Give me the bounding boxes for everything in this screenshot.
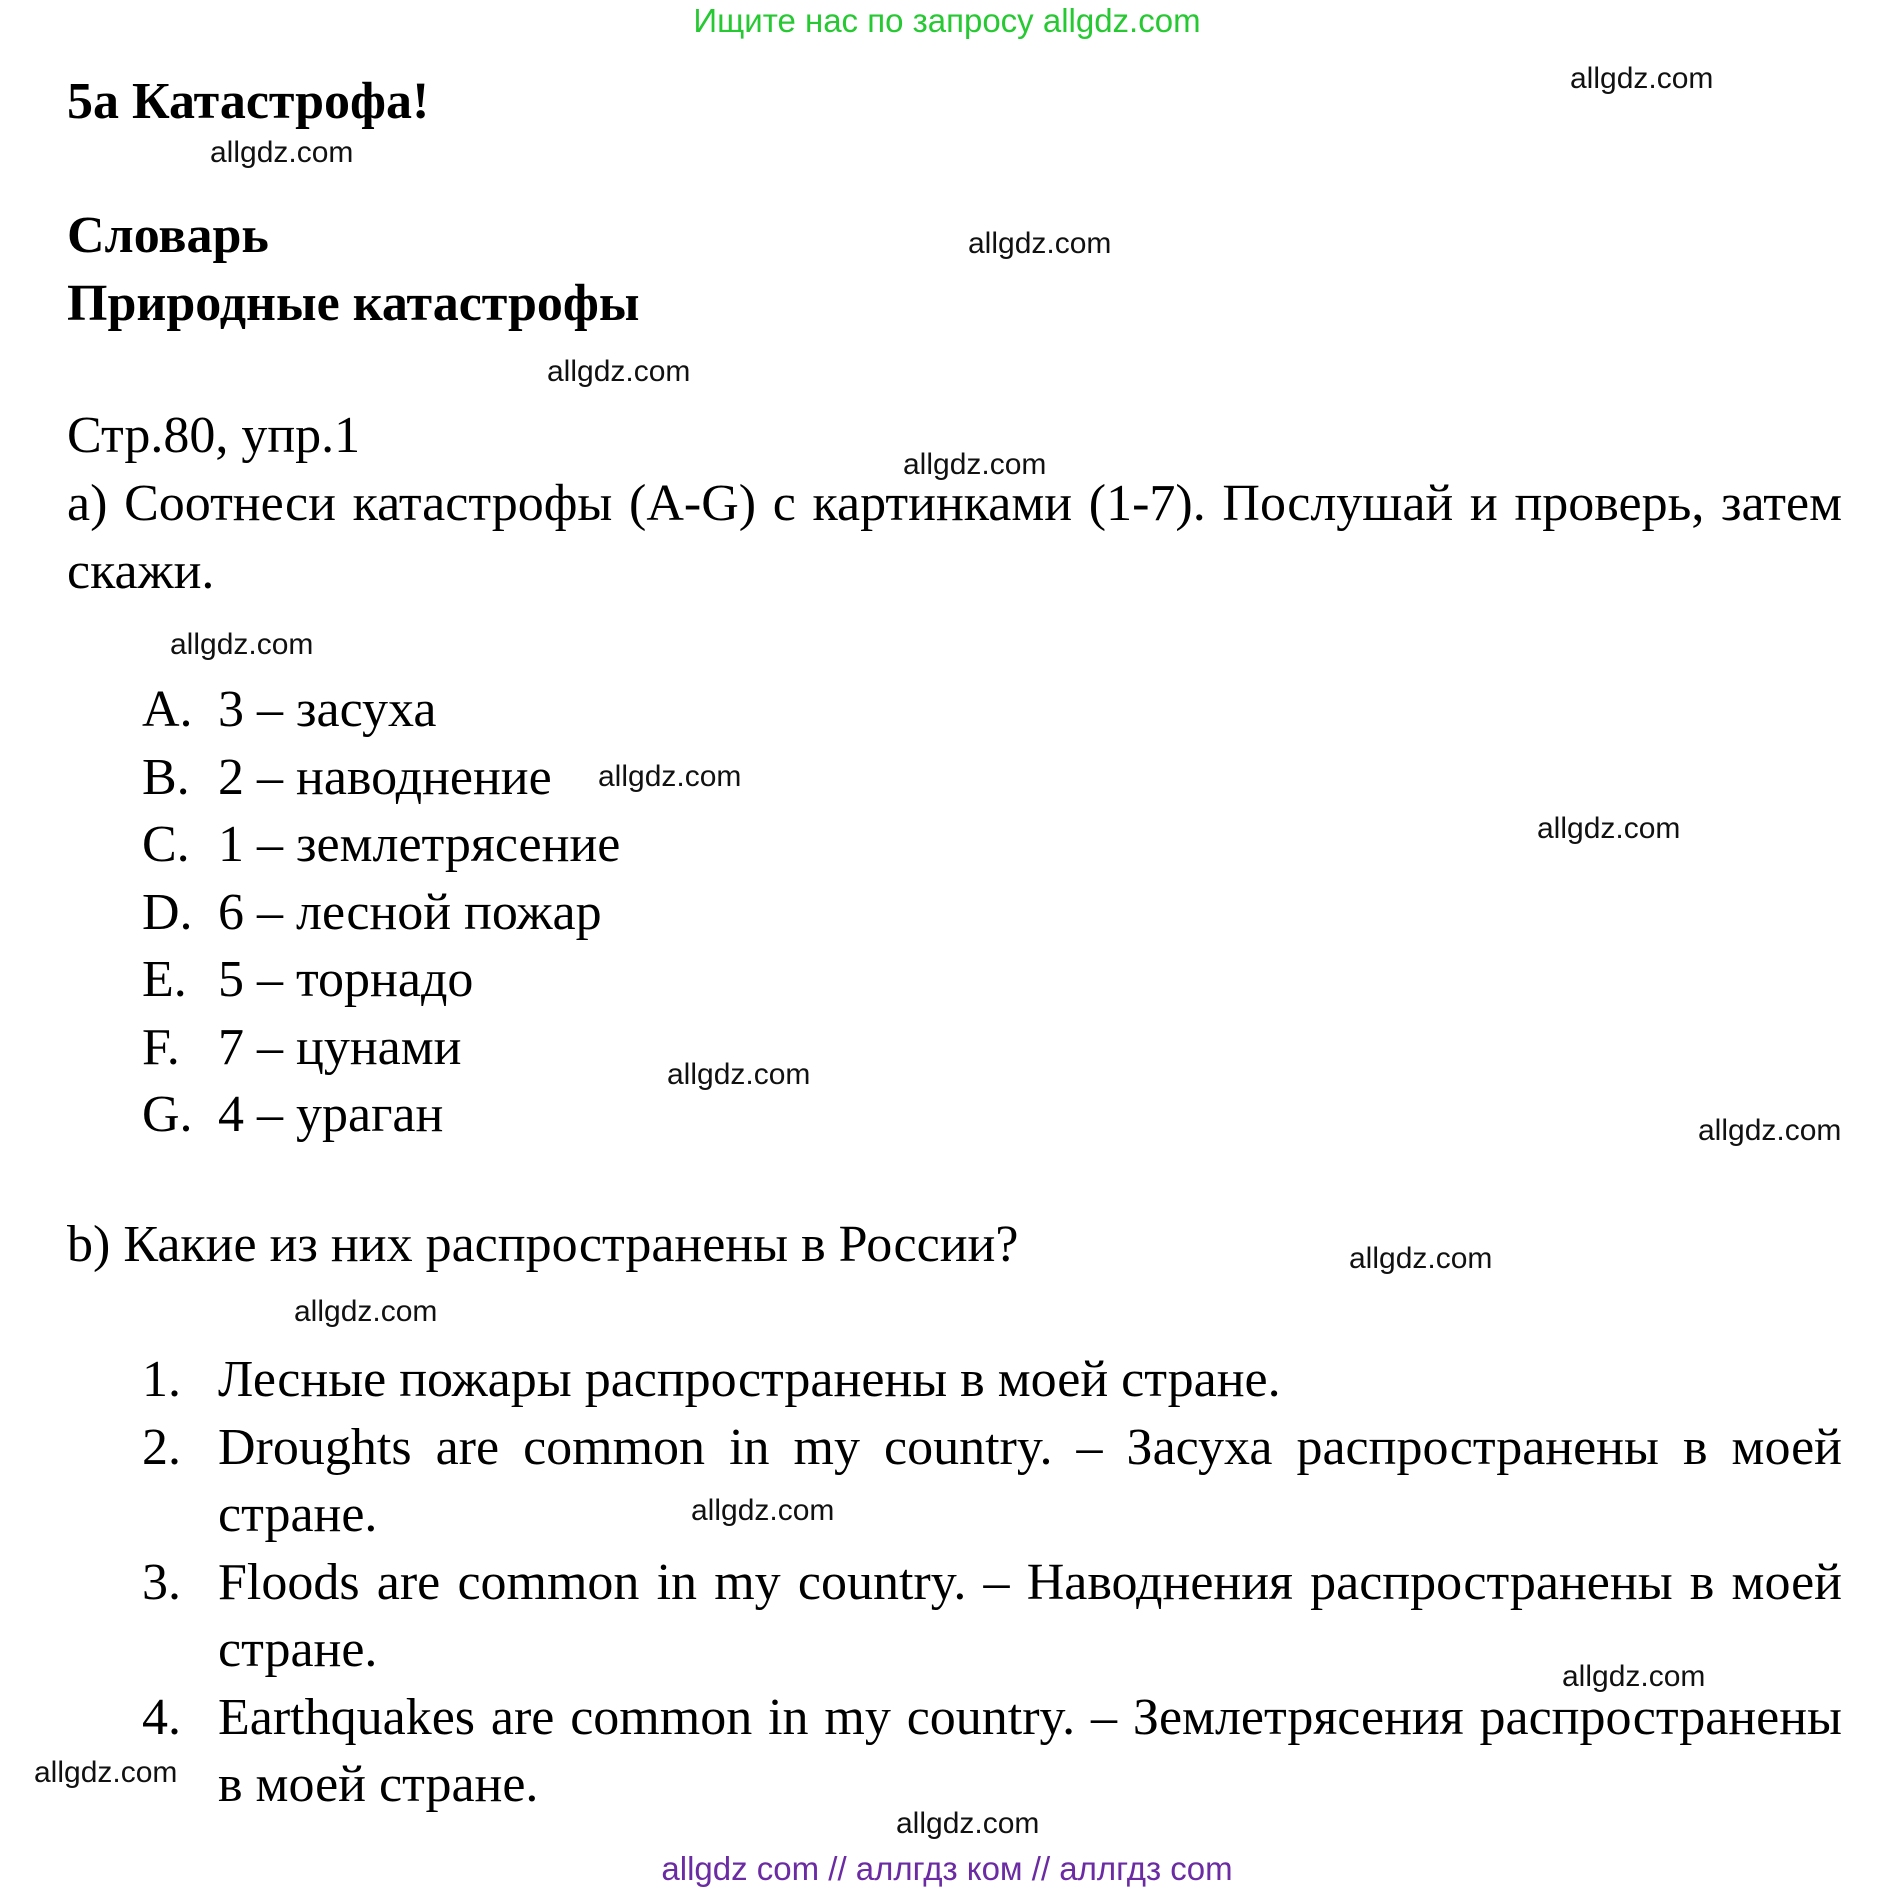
answers-a-list: [142, 676, 620, 1149]
item-number: 2.: [142, 1418, 181, 1476]
watermark: allgdz.com: [968, 227, 1112, 260]
watermark: allgdz.com: [34, 1756, 178, 1789]
item-text: Earthquakes are common in my country. – Землетрясения распространены в моей стране.: [218, 1688, 1842, 1813]
item-number: 4.: [142, 1688, 181, 1746]
item-number: 1.: [142, 1351, 181, 1408]
watermark: allgdz.com: [1349, 1242, 1493, 1275]
answers-b-list: [142, 1346, 1842, 1819]
item-letter: E.: [142, 951, 187, 1008]
watermark: allgdz.com: [1537, 812, 1681, 845]
bottom-banner[interactable]: allgdz com // аллгдз ком // аллгдз com: [661, 1850, 1233, 1887]
watermark: allgdz.com: [294, 1295, 438, 1328]
item-letter: B.: [142, 748, 190, 806]
item-text: 7 – цунами: [218, 1018, 462, 1076]
list-item: [142, 1081, 620, 1149]
item-text: Droughts are common in my country. – Засуха распространены в моей стране.: [218, 1418, 1842, 1543]
watermark: allgdz.com: [1570, 62, 1714, 95]
item-letter: G.: [142, 1086, 193, 1143]
watermark: allgdz.com: [1562, 1660, 1706, 1693]
watermark: allgdz.com: [547, 355, 691, 388]
watermark: allgdz.com: [1698, 1114, 1842, 1147]
item-text: 6 – лесной пожар: [218, 883, 602, 941]
item-text: Floods are common in my country. – Наводнения распространены в моей стране.: [218, 1553, 1842, 1678]
list-item: [142, 1014, 620, 1082]
list-item: [142, 879, 620, 947]
list-item: [142, 1414, 1842, 1549]
list-item: [142, 1346, 1842, 1414]
item-number: 3.: [142, 1553, 181, 1611]
item-letter: F.: [142, 1018, 180, 1076]
page-title: 5а Катастрофа!: [67, 73, 430, 130]
list-item: [142, 744, 620, 812]
task-b-instruction: b) Какие из них распространены в России?: [67, 1216, 1019, 1273]
list-item: [142, 946, 620, 1014]
item-text: 4 – ураган: [218, 1086, 444, 1143]
item-text: 2 – наводнение: [218, 748, 552, 806]
watermark: allgdz.com: [170, 628, 314, 661]
watermark: allgdz.com: [598, 760, 742, 793]
item-letter: C.: [142, 816, 190, 873]
watermark: allgdz.com: [896, 1807, 1040, 1840]
list-item: [142, 811, 620, 879]
list-item: [142, 1684, 1842, 1819]
watermark: allgdz.com: [691, 1494, 835, 1527]
section-heading: Словарь: [67, 207, 269, 264]
item-letter: A.: [142, 681, 193, 738]
top-banner[interactable]: Ищите нас по запросу allgdz.com: [693, 2, 1201, 39]
list-item: [142, 676, 620, 744]
item-text: 5 – торнадо: [218, 951, 474, 1008]
subsection-heading: Природные катастрофы: [67, 275, 640, 332]
watermark: allgdz.com: [903, 448, 1047, 481]
watermark: allgdz.com: [210, 136, 354, 169]
item-letter: D.: [142, 883, 193, 941]
task-a-instruction: а) Соотнеси катастрофы (A-G) с картинками (1-7). Послушай и проверь, затем скажи.: [67, 475, 1842, 600]
item-text: Лесные пожары распространены в моей стране.: [218, 1351, 1281, 1408]
item-text: 3 – засуха: [218, 681, 437, 738]
item-text: 1 – землетрясение: [218, 816, 621, 873]
watermark: allgdz.com: [667, 1058, 811, 1091]
page-reference: Стр.80, упр.1: [67, 407, 361, 464]
